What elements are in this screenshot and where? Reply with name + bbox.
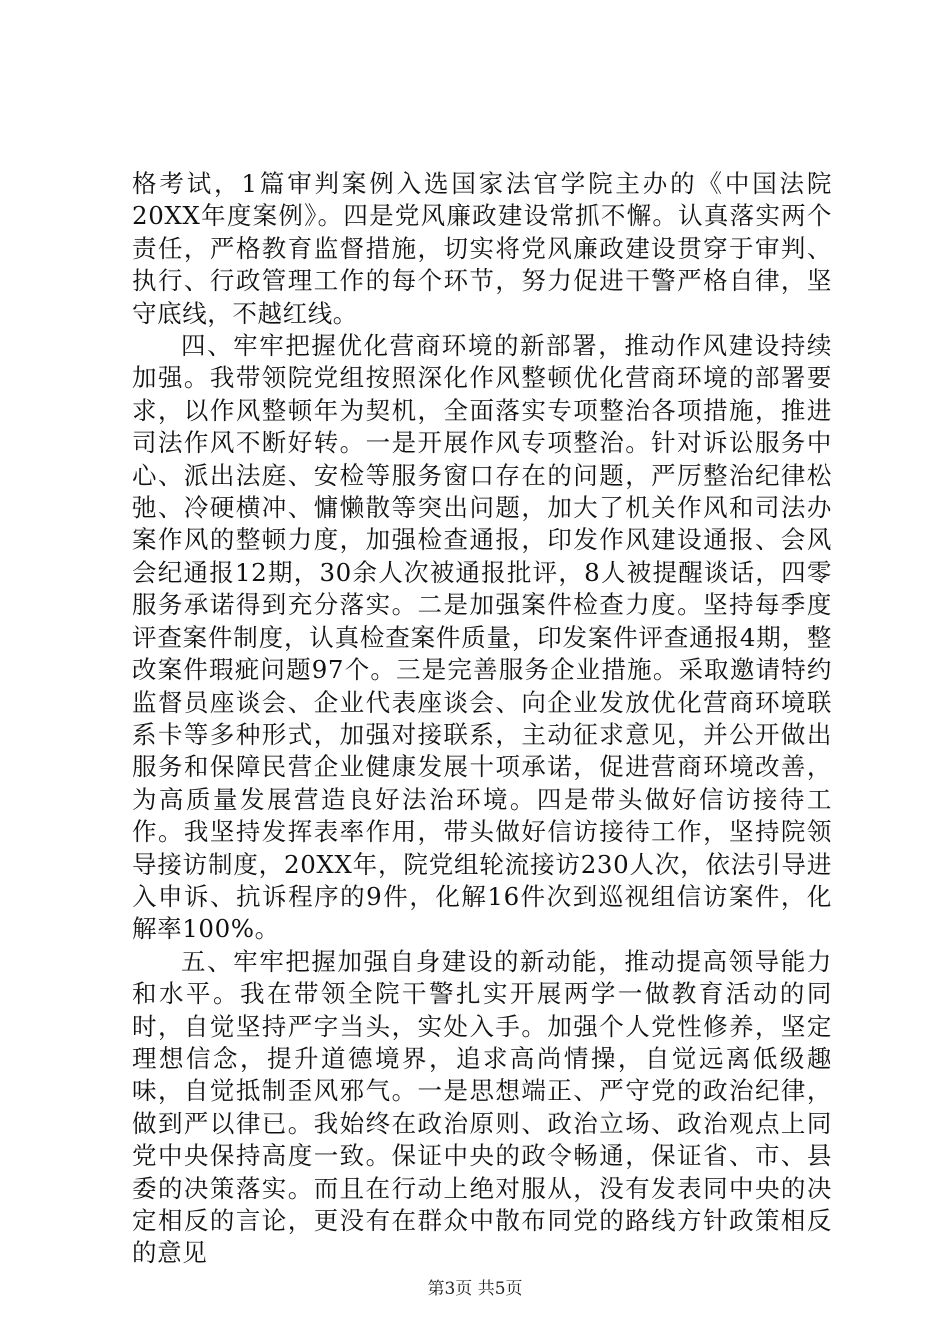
paragraph-3: 五、牢牢把握加强自身建设的新动能，推动提高领导能力和水平。我在带领全院干警扎实开展两学一做教育活动的同时，自觉坚持严字当头，实处入手。加强个人党性修养，坚定理想信念，提升道德境界，追求高尚情操，自觉远离低级趣味，自觉抵制歪风邪气。一是思想端正、严守党的政治纪律，做到严以律已。我始终在政治原则、政治立场、政治观点上同党中央保持高度一致。保证中央的政令畅通，保证省、市、县委的决策落实。而且在行动上绝对服从，没有发表同中央的决定相反的言论，更没有在群众中散布同党的路线方针政策相反的意见: [132, 946, 832, 1268]
document-body: [132, 168, 832, 1270]
page-footer: [0, 1278, 950, 1300]
paragraph-2: 四、牢牢把握优化营商环境的新部署，推动作风建设持续加强。我带领院党组按照深化作风整顿优化营商环境的部署要求，以作风整顿年为契机，全面落实专项整治各项措施，推进司法作风不断好转。一是开展作风专项整治。针对诉讼服务中心、派出法庭、安检等服务窗口存在的问题，严厉整治纪律松弛、冷硬横冲、慵懒散等突出问题，加大了机关作风和司法办案作风的整顿力度，加强检查通报，印发作风建设通报、会风会纪通报12期，30余人次被通报批评，8人被提醒谈话，四零服务承诺得到充分落实。二是加强案件检查力度。坚持每季度评查案件制度，认真检查案件质量，印发案件评查通报4期，整改案件瑕疵问题97个。三是完善服务企业措施。采取邀请特约监督员座谈会、企业代表座谈会、向企业发放优化营商环境联系卡等多种形式，加强对接联系，主动征求意见，并公开做出服务和保障民营企业健康发展十项承诺，促进营商环境改善，为高质量发展营造良好法治环境。四是带头做好信访接待工作。我坚持发挥表率作用，带头做好信访接待工作，坚持院领导接访制度，20XX年，院党组轮流接访230人次，依法引导进入申诉、抗诉程序的9件，化解16件次到巡视组信访案件，化解率100%。: [132, 331, 832, 944]
page-number: 第3页 共5页: [427, 1279, 523, 1299]
paragraph-1: 格考试，1篇审判案例入选国家法官学院主办的《中国法院20XX年度案例》。四是党风廉政建设常抓不懈。认真落实两个责任，严格教育监督措施，切实将党风廉政建设贯穿于审判、执行、行政管理工作的每个环节，努力促进干警严格自律，坚守底线，不越红线。: [132, 169, 832, 328]
